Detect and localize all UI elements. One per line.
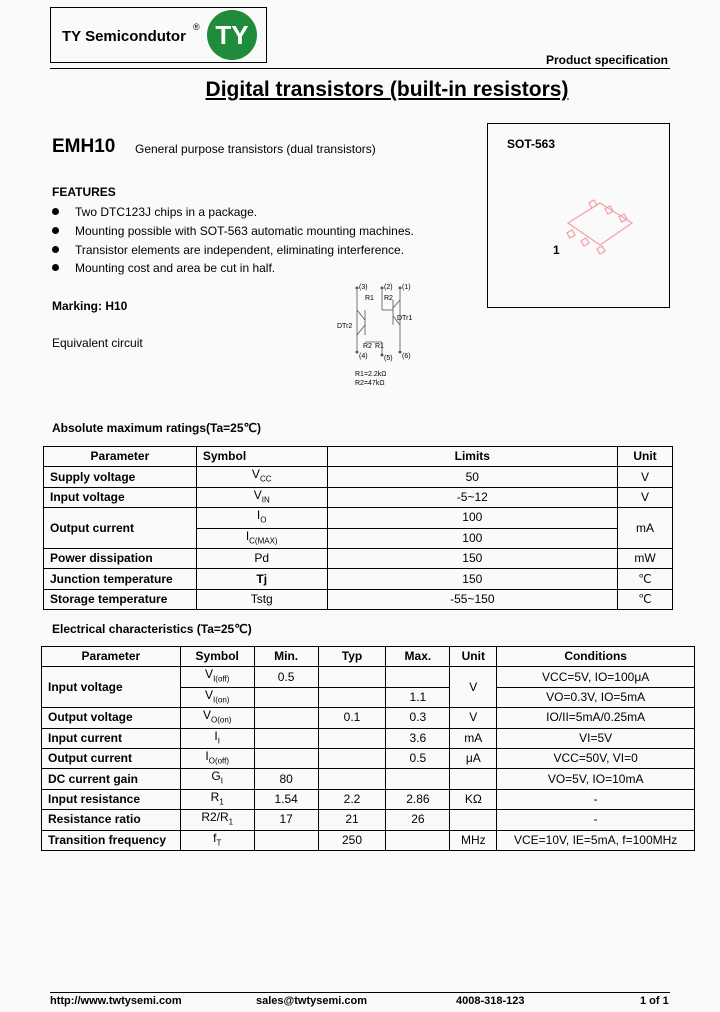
header-divider <box>50 68 670 69</box>
part-number: EMH10 <box>52 136 116 157</box>
table-row: Storage temperature Tstg -55~150 ℃ <box>44 589 673 609</box>
table-row: Output current $I_{O(off)}$ 0.5 μA VCC=50V, VI=0 <box>42 748 695 768</box>
circuit-note: R2=47kΩ <box>355 380 385 387</box>
table-header: Unit <box>450 647 497 667</box>
footer-phone: 4008-318-123 <box>456 995 525 1007</box>
elec-char-heading: Electrical characteristics (Ta=25℃) <box>52 622 252 636</box>
product-specification-label: Product specification <box>545 53 668 67</box>
bullet-icon <box>52 264 59 271</box>
table-row: Output voltage $V_{O(on)}$ 0.1 0.3 V IO/II=5mA/0.25mA <box>42 708 695 728</box>
circuit-component-label: DTr1 <box>397 315 413 322</box>
circuit-component-label: R2 <box>363 343 372 350</box>
bullet-icon <box>52 208 59 215</box>
footer-url-link[interactable]: http://www.twtysemi.com <box>50 995 182 1007</box>
circuit-component-label: R1 <box>365 295 374 302</box>
circuit-note: R1=2.2kΩ <box>355 371 387 378</box>
features-heading: FEATURES <box>52 185 116 199</box>
table-header: Parameter <box>42 647 181 667</box>
page-title: Digital transistors (built-in resistors) <box>205 78 569 101</box>
table-row: Input voltage $V_{I(off)}$ 0.5 V VCC=5V, IO=100μA <box>42 667 695 687</box>
circuit-component-label: R2 <box>384 295 393 302</box>
bullet-icon <box>52 246 59 253</box>
circuit-pin-label: (6) <box>402 353 411 360</box>
table-header: Typ <box>318 647 386 667</box>
footer-email-link[interactable]: sales@twtysemi.com <box>256 995 367 1007</box>
company-name: TY Semicondutor <box>62 28 186 45</box>
footer-divider <box>50 992 670 993</box>
table-header: Min. <box>254 647 318 667</box>
table-header: Conditions <box>497 647 695 667</box>
circuit-pin-label: (1) <box>402 284 411 291</box>
feature-item: Transistor elements are independent, eliminating interference. <box>52 243 404 257</box>
table-row: Supply voltage $V_{CC}$ 50 V <box>44 467 673 487</box>
registered-mark: ® <box>193 22 200 32</box>
table-row: $I_{C(MAX)}$ 100 <box>44 528 673 548</box>
sot563-package-icon <box>560 195 640 265</box>
table-header: Unit <box>618 447 673 467</box>
table-header: Symbol <box>196 447 327 467</box>
table-row: DC current gain $G_I$ 80 VO=5V, IO=10mA <box>42 769 695 789</box>
bullet-icon <box>52 227 59 234</box>
circuit-pin-label: (4) <box>359 353 368 360</box>
table-row: Resistance ratio $R2/R_1$ 17 21 26 - <box>42 810 695 830</box>
circuit-pin-label: (5) <box>384 355 393 362</box>
marking-label: Marking: H10 <box>52 299 128 313</box>
circuit-pin-label: (2) <box>384 284 393 291</box>
equivalent-circuit-label: Equivalent circuit <box>52 336 143 350</box>
circuit-component-label: DTr2 <box>337 323 353 330</box>
equivalent-circuit-diagram <box>335 280 435 390</box>
table-header: Limits <box>327 447 617 467</box>
feature-item: Two DTC123J chips in a package. <box>52 205 257 219</box>
table-row: Transition frequency $f_T$ 250 MHz VCE=10V, IE=5mA, f=100MHz <box>42 830 695 850</box>
table-header: Parameter <box>44 447 197 467</box>
abs-max-heading: Absolute maximum ratings(Ta=25℃) <box>52 421 261 435</box>
part-description: General purpose transistors (dual transistors) <box>135 142 376 156</box>
table-row: Junction temperature Tj 150 ℃ <box>44 569 673 589</box>
table-row: Output current $I_O$ 100 mA <box>44 508 673 528</box>
footer-page-number: 1 of 1 <box>640 995 669 1007</box>
feature-item: Mounting cost and area be cut in half. <box>52 261 275 275</box>
elec-char-table <box>41 646 695 851</box>
table-row: $V_{I(on)}$ 1.1 VO=0.3V, IO=5mA <box>42 687 695 707</box>
table-row: Power dissipation Pd 150 mW <box>44 548 673 568</box>
package-name: SOT-563 <box>507 137 556 151</box>
circuit-pin-label: (3) <box>359 284 368 291</box>
table-header: Max. <box>386 647 450 667</box>
pin1-label: 1 <box>553 243 560 257</box>
ty-logo-icon: TY <box>207 10 257 60</box>
table-header: Symbol <box>180 647 254 667</box>
table-row: Input voltage $V_{IN}$ -5~12 V <box>44 487 673 507</box>
table-row: Input current $I_I$ 3.6 mA VI=5V <box>42 728 695 748</box>
feature-item: Mounting possible with SOT-563 automatic mounting machines. <box>52 224 414 238</box>
abs-max-table <box>43 446 673 610</box>
table-row: Input resistance $R_1$ 1.54 2.2 2.86 KΩ - <box>42 789 695 809</box>
circuit-component-label: R1 <box>375 343 384 350</box>
